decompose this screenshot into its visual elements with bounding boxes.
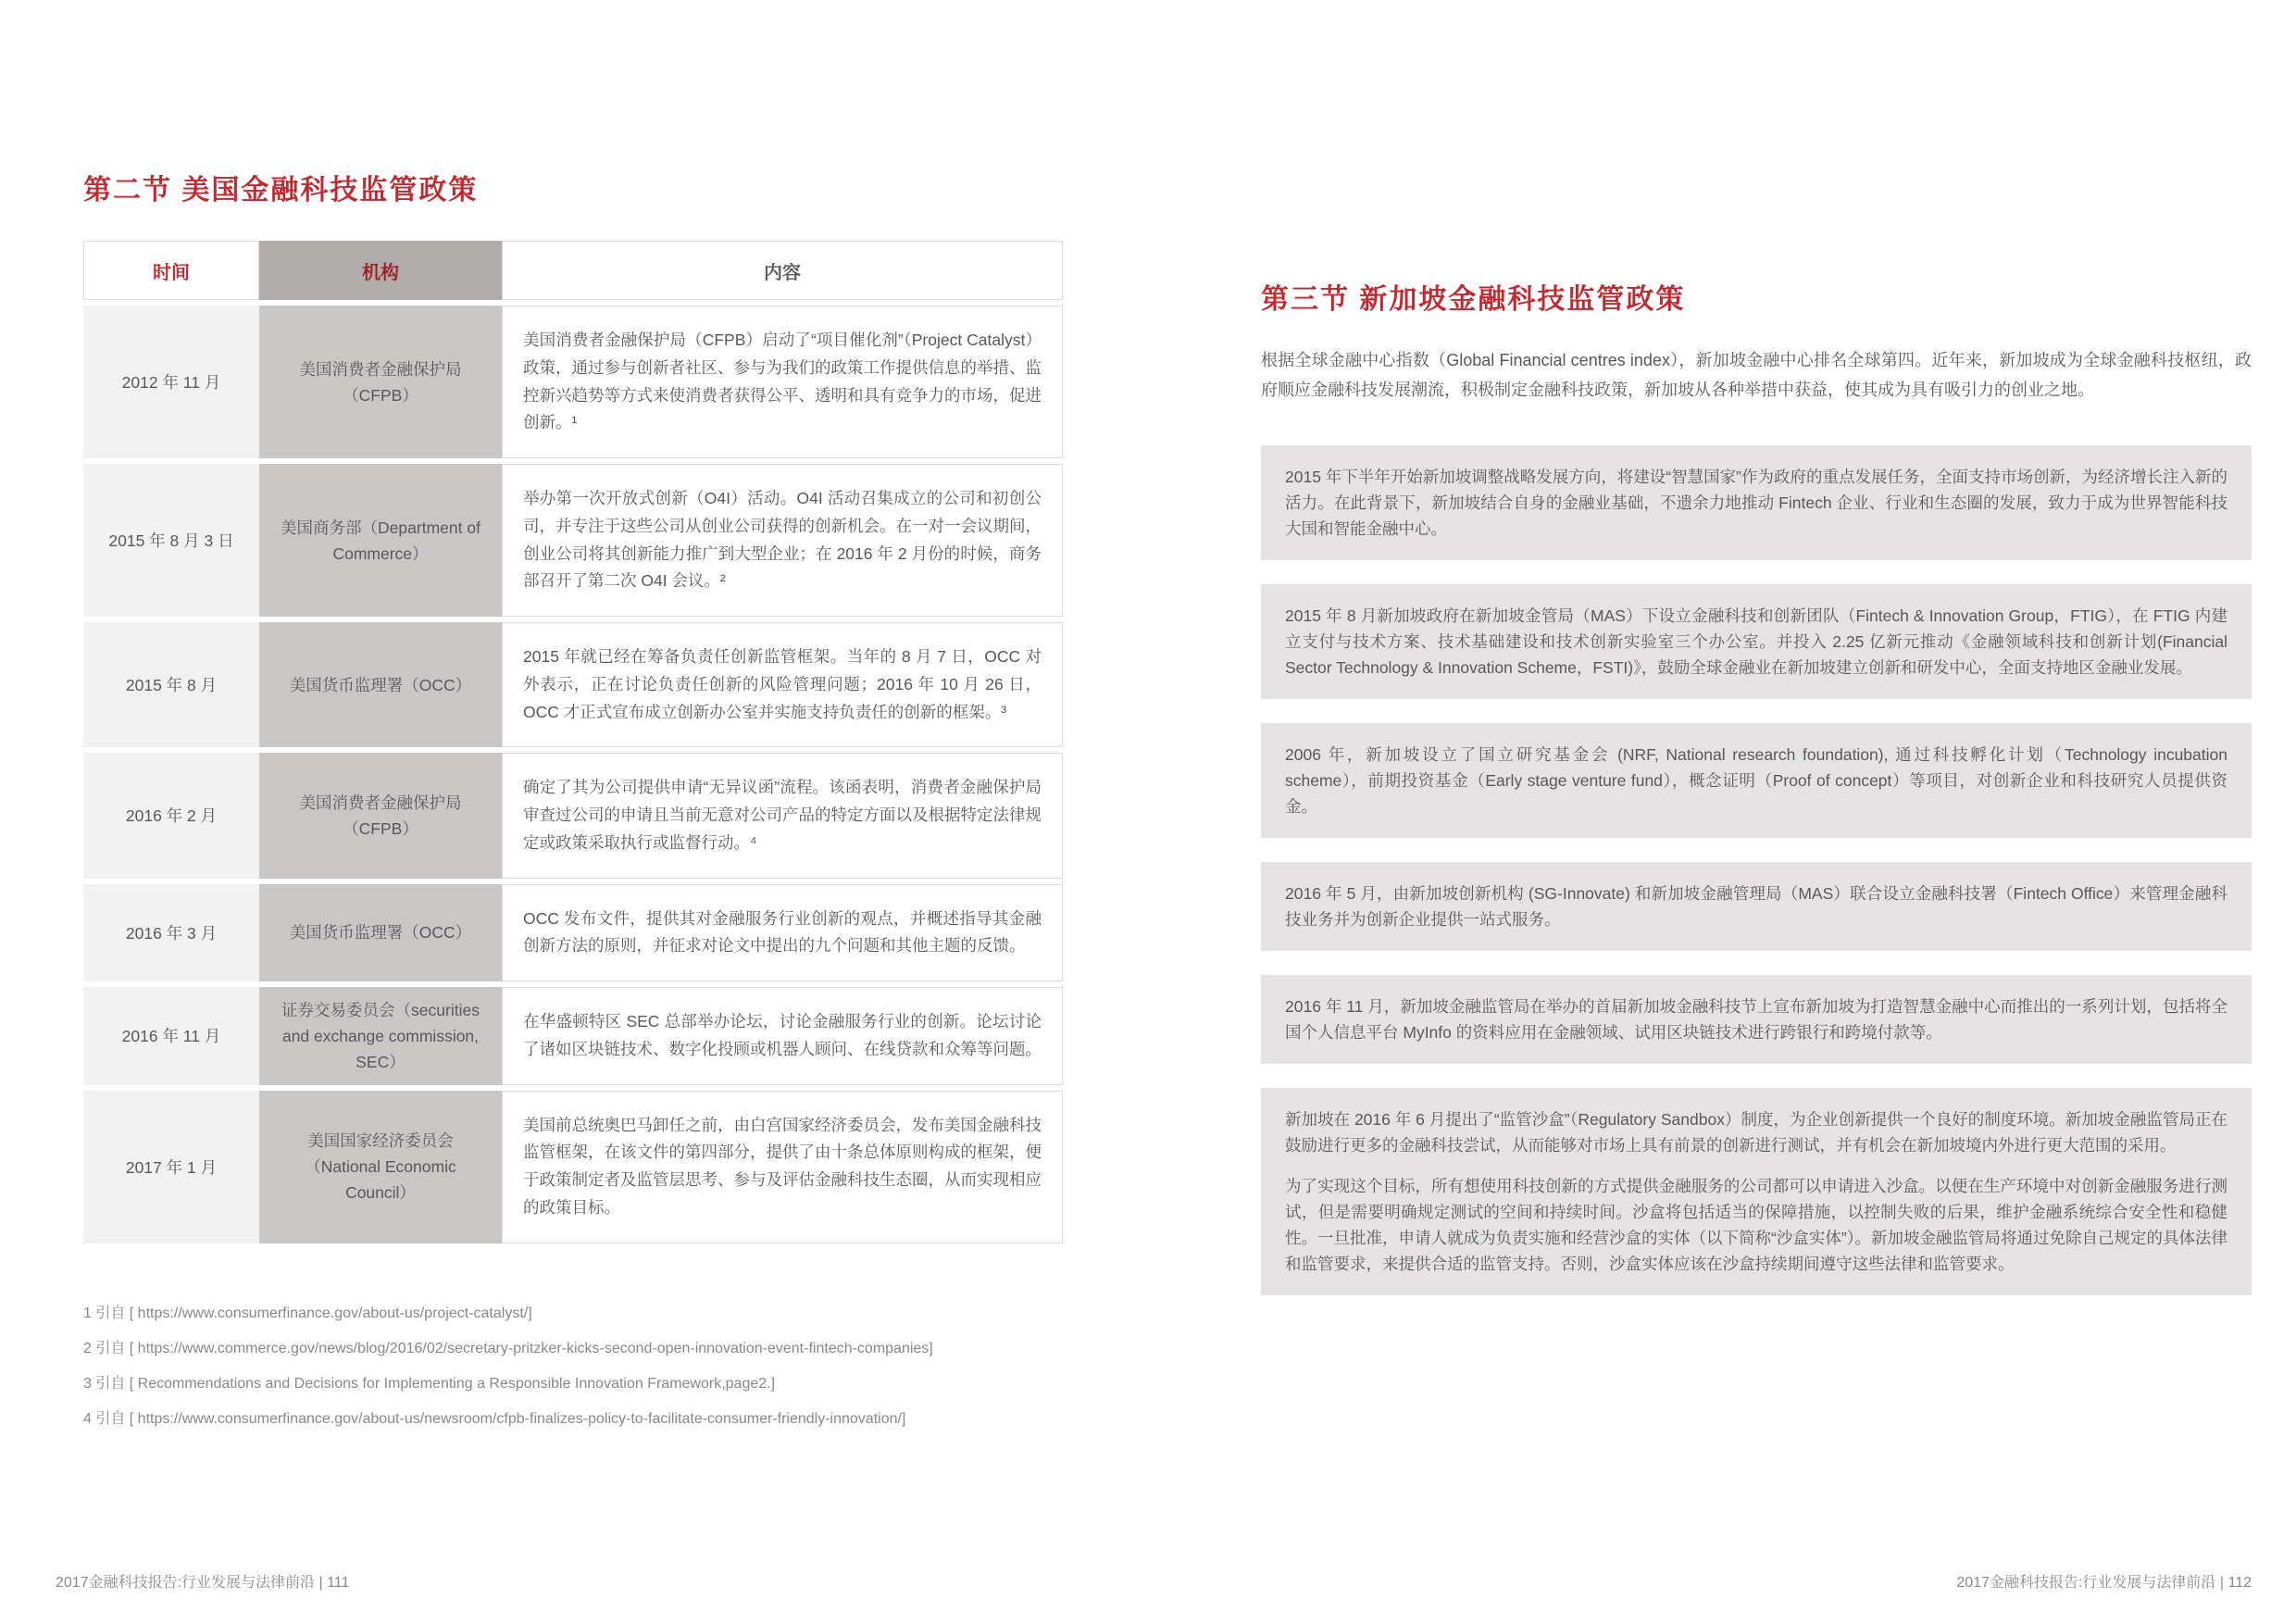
org-cell: 美国货币监理署（OCC） — [259, 884, 502, 982]
page-footer-left: 2017金融科技报告:行业发展与法律前沿 | 111 — [56, 1575, 350, 1591]
footnotes — [83, 1301, 1063, 1428]
intro-paragraph: 根据全球金融中心指数（Global Financial centres index），新加坡金融中心排名全球第四。近年来，新加坡成为全球金融科技枢纽，政府顺应金融科技发展潮流，积极制定金融科技政策，新加坡从各种举措中获益，使其成为具有吸引力的创业之地。 — [1261, 351, 2252, 399]
footnote-1: 1 引自 [ https://www.consumerfinance.gov/about-us/project-catalyst/] — [83, 1305, 532, 1321]
highlight-box-3 — [1261, 723, 2252, 838]
left-page — [83, 167, 1063, 1442]
page-footer-right: 2017金融科技报告:行业发展与法律前沿 | 112 — [1956, 1575, 2252, 1591]
left-section-title: 第二节 美国金融科技监管政策 — [83, 175, 479, 206]
org-cell: 证券交易委员会（securities and exchange commission, SEC） — [259, 987, 502, 1085]
highlight-box-2 — [1261, 584, 2252, 699]
highlight-box-1 — [1261, 445, 2252, 560]
org-cell: 美国消费者金融保护局（CFPB） — [259, 306, 502, 458]
footnote-3: 3 引自 [ Recommendations and Decisions for Implementing a Responsible Innovation Framework,page2.] — [83, 1375, 776, 1392]
content-cell: 确定了其为公司提供申请“无异议函”流程。该函表明，消费者金融保护局审查过公司的申请且当前无意对公司产品的特定方面以及根据特定法律规定或政策采取执行或监督行动。⁴ — [502, 753, 1063, 878]
time-cell: 2016 年 11 月 — [83, 987, 259, 1085]
time-cell: 2016 年 3 月 — [83, 884, 259, 982]
content-cell: 美国消费者金融保护局（CFPB）启动了“项目催化剂”（Project Catalyst）政策，通过参与创新者社区、参与为我们的政策工作提供信息的举措、监控新兴趋势等方式来使消费者获得公平、透明和具有竞争力的市场，促进创新。¹ — [502, 306, 1063, 458]
table-row — [83, 464, 1063, 617]
footnote-4: 4 引自 [ https://www.consumerfinance.gov/about-us/newsroom/cfpb-finalizes-policy-to-facilitate-consumer-friendly-innovation/] — [83, 1410, 906, 1427]
right-page — [1261, 276, 2252, 1319]
table-header-time: 时间 — [83, 241, 259, 300]
highlight-box-5 — [1261, 975, 2252, 1064]
highlight-box-text: 2016 年 11 月，新加坡金融监管局在举办的首届新加坡金融科技节上宣布新加坡为打造智慧金融中心而推出的一系列计划，包括将全国个人信息平台 MyInfo 的资料应用在金融领域、试用区块链技术进行跨银行和跨境付款等。 — [1285, 997, 2227, 1042]
org-cell: 美国国家经济委员会（National Economic Council） — [259, 1091, 502, 1243]
highlight-boxes — [1261, 445, 2252, 1295]
content-cell: 2015 年就已经在筹备负责任创新监管框架。当年的 8 月 7 日，OCC 对外表示，正在讨论负责任创新的风险管理问题；2016 年 10 月 26 日，OCC 才正式宣布成立创新办公室并实施支持负责任的创新的框架。³ — [502, 622, 1063, 747]
content-cell: 举办第一次开放式创新（O4I）活动。O4I 活动召集成立的公司和初创公司，并专注于这些公司从创业公司获得的创新机会。在一对一会议期间，创业公司将其创新能力推广到大型企业；在 2016 年 2 月份的时候，商务部召开了第二次 O4I 会议。² — [502, 464, 1063, 617]
content-cell: 美国前总统奥巴马卸任之前，由白宫国家经济委员会，发布美国金融科技监管框架，在该文件的第四部分，提供了由十条总体原则构成的框架，便于政策制定者及监管层思考、参与及评估金融科技生态圈，从而实现相应的政策目标。 — [502, 1091, 1063, 1243]
highlight-box-text: 2015 年下半年开始新加坡调整战略发展方向，将建设“智慧国家”作为政府的重点发展任务，全面支持市场创新，为经济增长注入新的活力。在此背景下，新加坡结合自身的金融业基础，不遗余力地推动 Fintech 企业、行业和生态圈的发展，致力于成为世界智能科技大国和智能金融中心。 — [1285, 468, 2227, 538]
table-row — [83, 753, 1063, 878]
time-cell: 2012 年 11 月 — [83, 306, 259, 458]
highlight-box-text: 新加坡在 2016 年 6 月提出了“监管沙盒”（Regulatory Sandbox）制度，为企业创新提供一个良好的制度环境。新加坡金融监管局正在鼓励进行更多的金融科技尝试，从而能够对市场上具有前景的创新进行测试，并有机会在新加坡境内外进行更大范围的采用。 — [1285, 1110, 2227, 1155]
table-row — [83, 884, 1063, 982]
table-row — [83, 987, 1063, 1085]
table-header-row — [83, 241, 1063, 300]
highlight-box-6 — [1261, 1088, 2252, 1295]
time-cell: 2016 年 2 月 — [83, 753, 259, 878]
footnote-2: 2 引自 [ https://www.commerce.gov/news/blog/2016/02/secretary-pritzker-kicks-second-open-innovation-event-fintech-companies] — [83, 1340, 933, 1356]
highlight-box-text: 2006 年，新加坡设立了国立研究基金会 (NRF, National research foundation), 通过科技孵化计划（Technology incubation scheme），前期投资基金（Early stage venture fund），概念证明（Proof of concept）等项目，对创新企业和科技研究人员提供资金。 — [1285, 745, 2227, 816]
content-cell: OCC 发布文件，提供其对金融服务行业创新的观点，并概述指导其金融创新方法的原则，并征求对论文中提出的九个问题和其他主题的反馈。 — [502, 884, 1063, 982]
content-cell: 在华盛顿特区 SEC 总部举办论坛，讨论金融服务行业的创新。论坛讨论了诸如区块链技术、数字化投顾或机器人顾问、在线贷款和众筹等问题。 — [502, 987, 1063, 1085]
table-header-org: 机构 — [259, 241, 502, 300]
highlight-box-text: 2015 年 8 月新加坡政府在新加坡金管局（MAS）下设立金融科技和创新团队（Fintech & Innovation Group，FTIG），在 FTIG 内建立支付与技术方案、技术基础建设和技术创新实验室三个办公室。并投入 2.25 亿新元推动《金融领域科技和创新计划(Financial Sector Technology & Innovation Scheme，FSTI)》，鼓励全球金融业在新加坡建立创新和研发中心，全面支持地区金融业发展。 — [1285, 606, 2227, 677]
org-cell: 美国消费者金融保护局（CFPB） — [259, 753, 502, 878]
table-row — [83, 1091, 1063, 1243]
highlight-box-4 — [1261, 862, 2252, 951]
time-cell: 2017 年 1 月 — [83, 1091, 259, 1243]
us-policy-table — [83, 235, 1063, 1249]
table-row — [83, 622, 1063, 747]
right-section-title: 第三节 新加坡金融科技监管政策 — [1261, 284, 1686, 315]
time-cell: 2015 年 8 月 — [83, 622, 259, 747]
table-header-content: 内容 — [502, 241, 1063, 300]
org-cell: 美国商务部（Department of Commerce） — [259, 464, 502, 617]
table-row — [83, 306, 1063, 458]
org-cell: 美国货币监理署（OCC） — [259, 622, 502, 747]
time-cell: 2015 年 8 月 3 日 — [83, 464, 259, 617]
highlight-box-text: 2016 年 5 月，由新加坡创新机构 (SG-Innovate) 和新加坡金融管理局（MAS）联合设立金融科技署（Fintech Office）来管理金融科技业务并为创新企业提供一站式服务。 — [1285, 884, 2227, 929]
highlight-box-text-2: 为了实现这个目标，所有想使用科技创新的方式提供金融服务的公司都可以申请进入沙盒。以便在生产环境中对创新金融服务进行测试，但是需要明确规定测试的空间和持续时间。沙盒将包括适当的保障措施，以控制失败的后果，维护金融系统综合安全性和稳健性。一旦批准，申请人就成为负责实施和经营沙盒的实体（以下简称“沙盒实体”）。新加坡金融监管局将通过免除自己规定的具体法律和监管要求，来提供合适的监管支持。否则，沙盒实体应该在沙盒持续期间遵守这些法律和监管要求。 — [1285, 1177, 2227, 1273]
